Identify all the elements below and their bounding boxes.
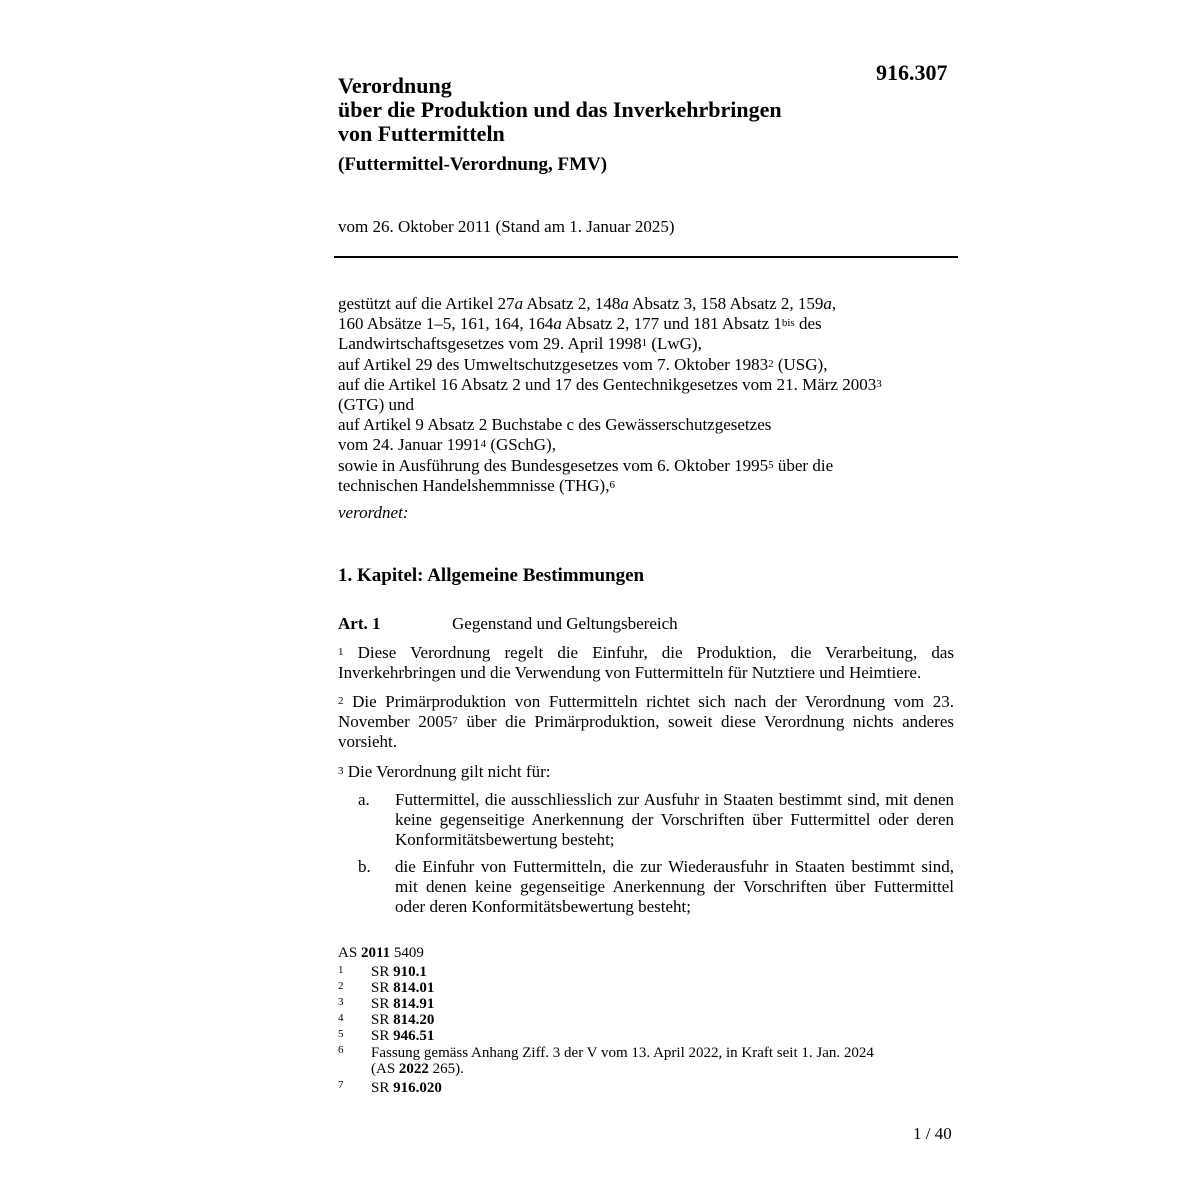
footnote-number: 6 — [338, 1044, 344, 1056]
footnote-number: 4 — [338, 1012, 344, 1024]
preamble-line: Landwirtschaftsgesetzes vom 29. April 1998$^1$ (LwG), — [338, 334, 702, 354]
footnote-text: SR 916.020 — [371, 1080, 442, 1096]
sr-number: 916.307 — [876, 60, 948, 85]
paragraph-1 — [338, 643, 954, 683]
preamble — [338, 294, 958, 496]
preamble-line: 160 Absätze 1–5, 161, 164, 164a Absatz 2, 177 und 181 Absatz $1^{bis}$ des — [338, 314, 822, 334]
page-number: 1 / 40 — [913, 1124, 952, 1143]
footnote-number: 5 — [338, 1028, 344, 1040]
preamble-line: auf Artikel 29 des Umweltschutzgesetzes vom 7. Oktober 1983$^2$ (USG), — [338, 354, 828, 374]
paragraph-2 — [338, 692, 954, 753]
footnote-ref: 7 — [452, 715, 458, 728]
preamble-line: vom 24. Januar 1991$^4$ (GSchG), — [338, 435, 556, 455]
as-year: 2011 — [360, 945, 391, 961]
item-letter-b: b. — [358, 857, 371, 876]
paragraph-number: 1 — [338, 646, 344, 658]
paragraph-text: über die Primärproduktion, soweit diese Verordnung nichts anderes vorsieht. — [338, 712, 954, 752]
preamble-line: auf Artikel 9 Absatz 2 Buchstabe c des Gewässerschutzgesetzes — [338, 415, 772, 435]
item-letter-a: a. — [358, 790, 370, 809]
paragraph-text: Die Primärproduktion von Futtermitteln richtet sich nach der Verordnung vom 23. November 2005 — [338, 692, 954, 732]
article-number: Art. 1 — [338, 614, 381, 633]
date-line: vom 26. Oktober 2011 (Stand am 1. Januar 2025) — [338, 217, 675, 236]
as-reference — [338, 945, 424, 962]
footnote-text: SR 946.51 — [371, 1028, 435, 1044]
chapter-heading: 1. Kapitel: Allgemeine Bestimmungen — [338, 565, 645, 586]
as-page: 5409 — [393, 945, 424, 961]
title-line-2: über die Produktion und das Inverkehrbringen — [338, 97, 782, 122]
verordnet-text: verordnet: — [338, 503, 409, 522]
paragraph-text: Diese Verordnung regelt die Einfuhr, die Produktion, die Verarbeitung, das Inverkehrbringen und die Verwendung von Futtermitteln für Nutztiere und Heimtiere. — [338, 643, 954, 683]
article-title: Gegenstand und Geltungsbereich — [452, 614, 678, 633]
preamble-line: technischen Handelshemmnisse (THG),$^6$ — [338, 475, 615, 495]
footnote-number: 7 — [338, 1079, 344, 1091]
preamble-line: sowie in Ausführung des Bundesgesetzes vom 6. Oktober 1995$^5$ über die — [338, 455, 834, 475]
footnote-text: SR 814.20 — [371, 1012, 435, 1028]
title-line-3: von Futtermitteln — [338, 121, 505, 146]
paragraph-number: 2 — [338, 695, 344, 707]
footnote-number: 1 — [338, 964, 344, 976]
footnote-text: SR 814.91 — [371, 996, 435, 1012]
footnote-text: Fassung gemäss Anhang Ziff. 3 der V vom 13. April 2022, in Kraft seit 1. Jan. 2024 (AS 2022 265). — [371, 1045, 874, 1077]
paragraph-text: Die Verordnung gilt nicht für: — [347, 762, 551, 781]
short-title: (Futtermittel-Verordnung, FMV) — [338, 154, 608, 175]
title-line-1: Verordnung — [338, 73, 452, 98]
header-rule — [334, 256, 958, 258]
preamble-line: gestützt auf die Artikel 27a Absatz 2, 148a Absatz 3, 158 Absatz 2, 159a, — [338, 294, 837, 313]
preamble-line: auf die Artikel 16 Absatz 2 und 17 des Gentechnikgesetzes vom 21. März 2003$^3$ — [338, 374, 882, 394]
footnote-text: SR 910.1 — [371, 964, 427, 980]
preamble-line: (GTG) und — [338, 395, 415, 415]
as-prefix: AS — [338, 945, 358, 961]
paragraph-3 — [338, 762, 954, 782]
footnote-text: SR 814.01 — [371, 980, 435, 996]
item-text-a: Futtermittel, die ausschliesslich zur Ausfuhr in Staaten bestimmt sind, mit denen keine gegenseitige Anerkennung der Vorschriften über Futtermittel oder deren Konformitätsbewertung besteht; — [395, 790, 954, 850]
item-text-b: die Einfuhr von Futtermitteln, die zur Wiederausfuhr in Staaten bestimmt sind, mit denen keine gegenseitige Anerkennung der Vorschriften über Futtermittel oder deren Konformitätsbewertung besteht; — [395, 857, 954, 917]
document-title — [338, 74, 782, 146]
paragraph-number: 3 — [338, 765, 344, 777]
footnote-number: 3 — [338, 996, 344, 1008]
footnote-number: 2 — [338, 980, 344, 992]
